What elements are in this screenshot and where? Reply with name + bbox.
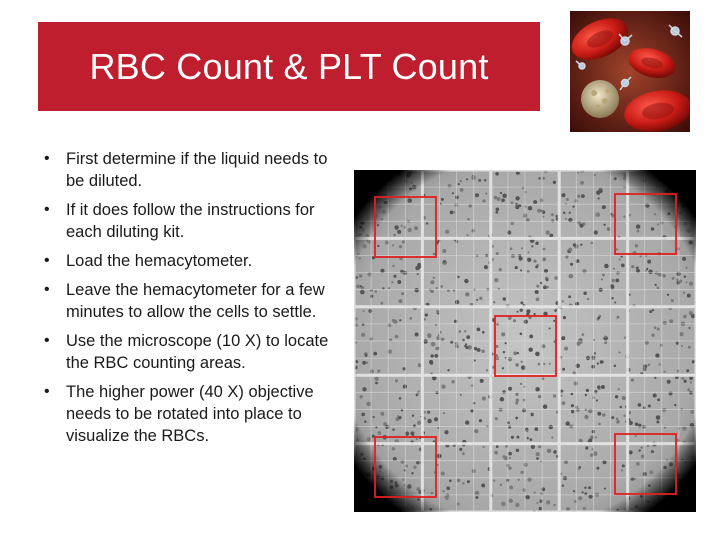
bullet-item <box>42 250 348 272</box>
bullet-marker: • <box>44 201 50 218</box>
bullet-marker: • <box>44 252 50 269</box>
bullet-item <box>42 330 348 374</box>
bullet-marker: • <box>44 332 50 349</box>
bullet-text: If it does follow the instructions for each diluting kit. <box>66 201 315 241</box>
bullet-marker: • <box>44 150 50 167</box>
bullet-text: First determine if the liquid needs to be diluted. <box>66 150 328 190</box>
bullet-item <box>42 381 348 447</box>
bullet-text: The higher power (40 X) objective needs to be rotated into place to visualize the RBCs. <box>66 383 314 445</box>
bullet-list <box>42 148 348 454</box>
hemacytometer-grid-micrograph <box>354 170 696 512</box>
slide-title: RBC Count & PLT Count <box>89 45 489 87</box>
bullet-text: Leave the hemacytometer for a few minutes to allow the cells to settle. <box>66 281 325 321</box>
title-bar <box>38 22 540 111</box>
blood-cells-image <box>570 11 690 132</box>
bullet-marker: • <box>44 383 50 400</box>
bullet-text: Load the hemacytometer. <box>66 252 253 270</box>
bullet-item <box>42 148 348 192</box>
hemacytometer-image <box>354 170 696 512</box>
bullet-text: Use the microscope (10 X) to locate the RBC counting areas. <box>66 332 329 372</box>
bullet-item <box>42 279 348 323</box>
blood-cells-illustration <box>570 11 690 132</box>
bullet-marker: • <box>44 281 50 298</box>
bullet-item <box>42 199 348 243</box>
